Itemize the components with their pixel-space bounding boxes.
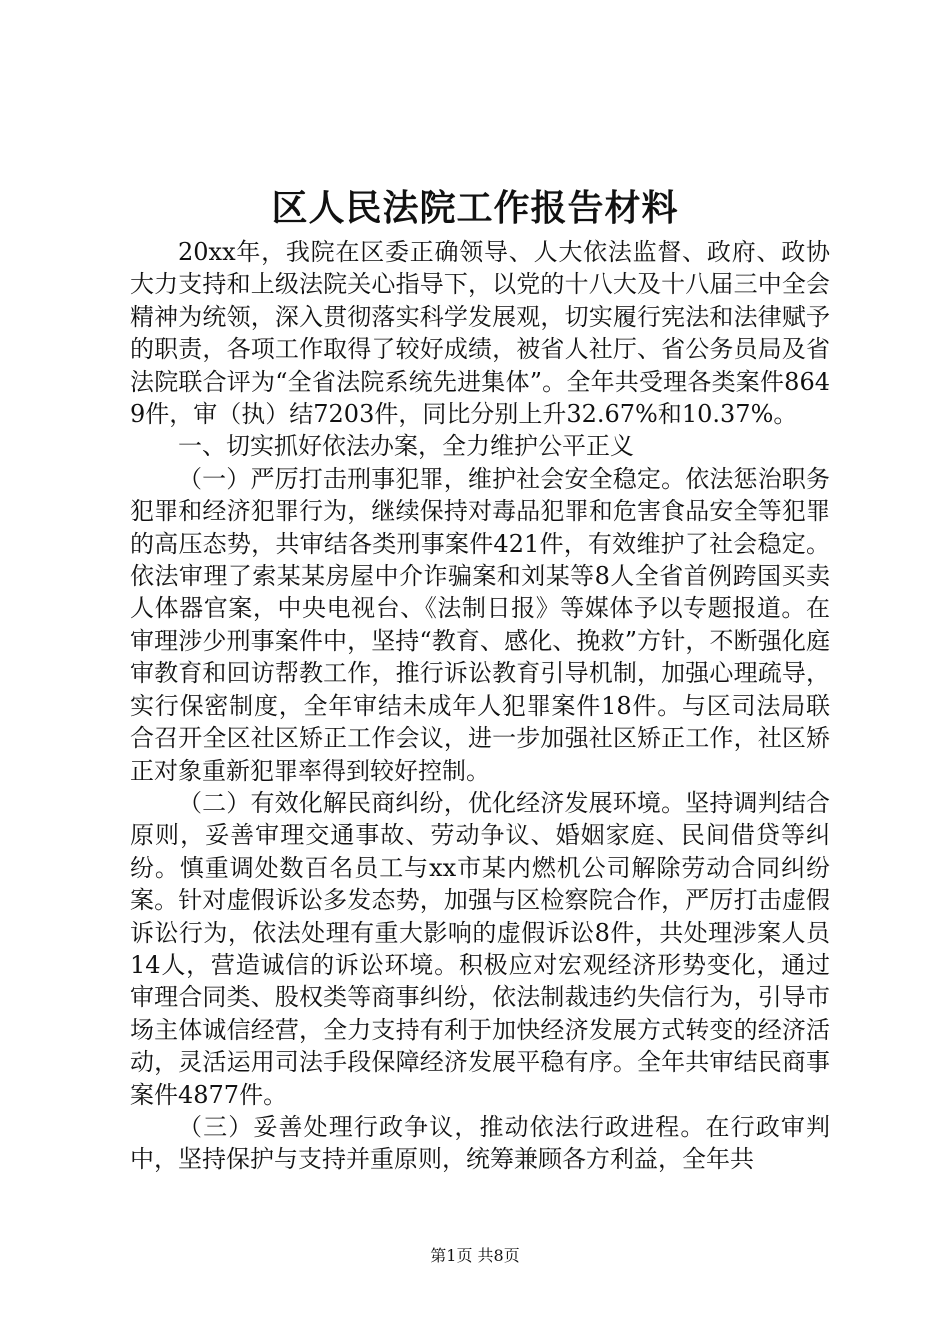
document-body bbox=[130, 236, 830, 1176]
document-title: 区人民法院工作报告材料 bbox=[271, 187, 679, 229]
section-heading-1: 一、切实抓好依法办案，全力维护公平正义 bbox=[178, 432, 634, 461]
paragraph-civil-commercial: （二）有效化解民商纠纷，优化经济发展环境。坚持调判结合原则，妥善审理交通事故、劳动争议、婚姻家庭、民间借贷等纠纷。慎重调处数百名员工与xx市某内燃机公司解除劳动合同纠纷案。针对虚假诉讼多发态势，加强与区检察院合作，严厉打击虚假诉讼行为，依法处理有重大影响的虚假诉讼8件，共处理涉案人员14人，营造诚信的诉讼环境。积极应对宏观经济形势变化，通过审理合同类、股权类等商事纠纷，依法制裁违约失信行为，引导市场主体诚信经营，全力支持有利于加快经济发展方式转变的经济活动，灵活运用司法手段保障经济发展平稳有序。全年共审结民商事案件4877件。 bbox=[130, 788, 830, 1109]
page-footer: 第1页 共8页 bbox=[430, 1246, 520, 1265]
paragraph-administrative: （三）妥善处理行政争议，推动依法行政进程。在行政审判中，坚持保护与支持并重原则，统筹兼顾各方利益，全年共 bbox=[130, 1112, 830, 1174]
paragraph-criminal: （一）严厉打击刑事犯罪，维护社会安全稳定。依法惩治职务犯罪和经济犯罪行为，继续保持对毒品犯罪和危害食品安全等犯罪的高压态势，共审结各类刑事案件421件，有效维护了社会稳定。依法审理了索某某房屋中介诈骗案和刘某等8人全省首例跨国买卖人体器官案，中央电视台、《法制日报》等媒体予以专题报道。在审理涉少刑事案件中，坚持“教育、感化、挽救”方针，不断强化庭审教育和回访帮教工作，推行诉讼教育引导机制，加强心理疏导，实行保密制度，全年审结未成年人犯罪案件18件。与区司法局联合召开全区社区矫正工作会议，进一步加强社区矫正工作，社区矫正对象重新犯罪率得到较好控制。 bbox=[130, 464, 830, 785]
paragraph-intro: 20xx年，我院在区委正确领导、人大依法监督、政府、政协大力支持和上级法院关心指导下，以党的十八大及十八届三中全会精神为统领，深入贯彻落实科学发展观，切实履行宪法和法律赋予的职责，各项工作取得了较好成绩，被省人社厅、省公务员局及省法院联合评为“全省法院系统先进集体”。全年共受理各类案件8649件，审（执）结7203件，同比分别上升32.67%和10.37%。 bbox=[130, 238, 830, 429]
